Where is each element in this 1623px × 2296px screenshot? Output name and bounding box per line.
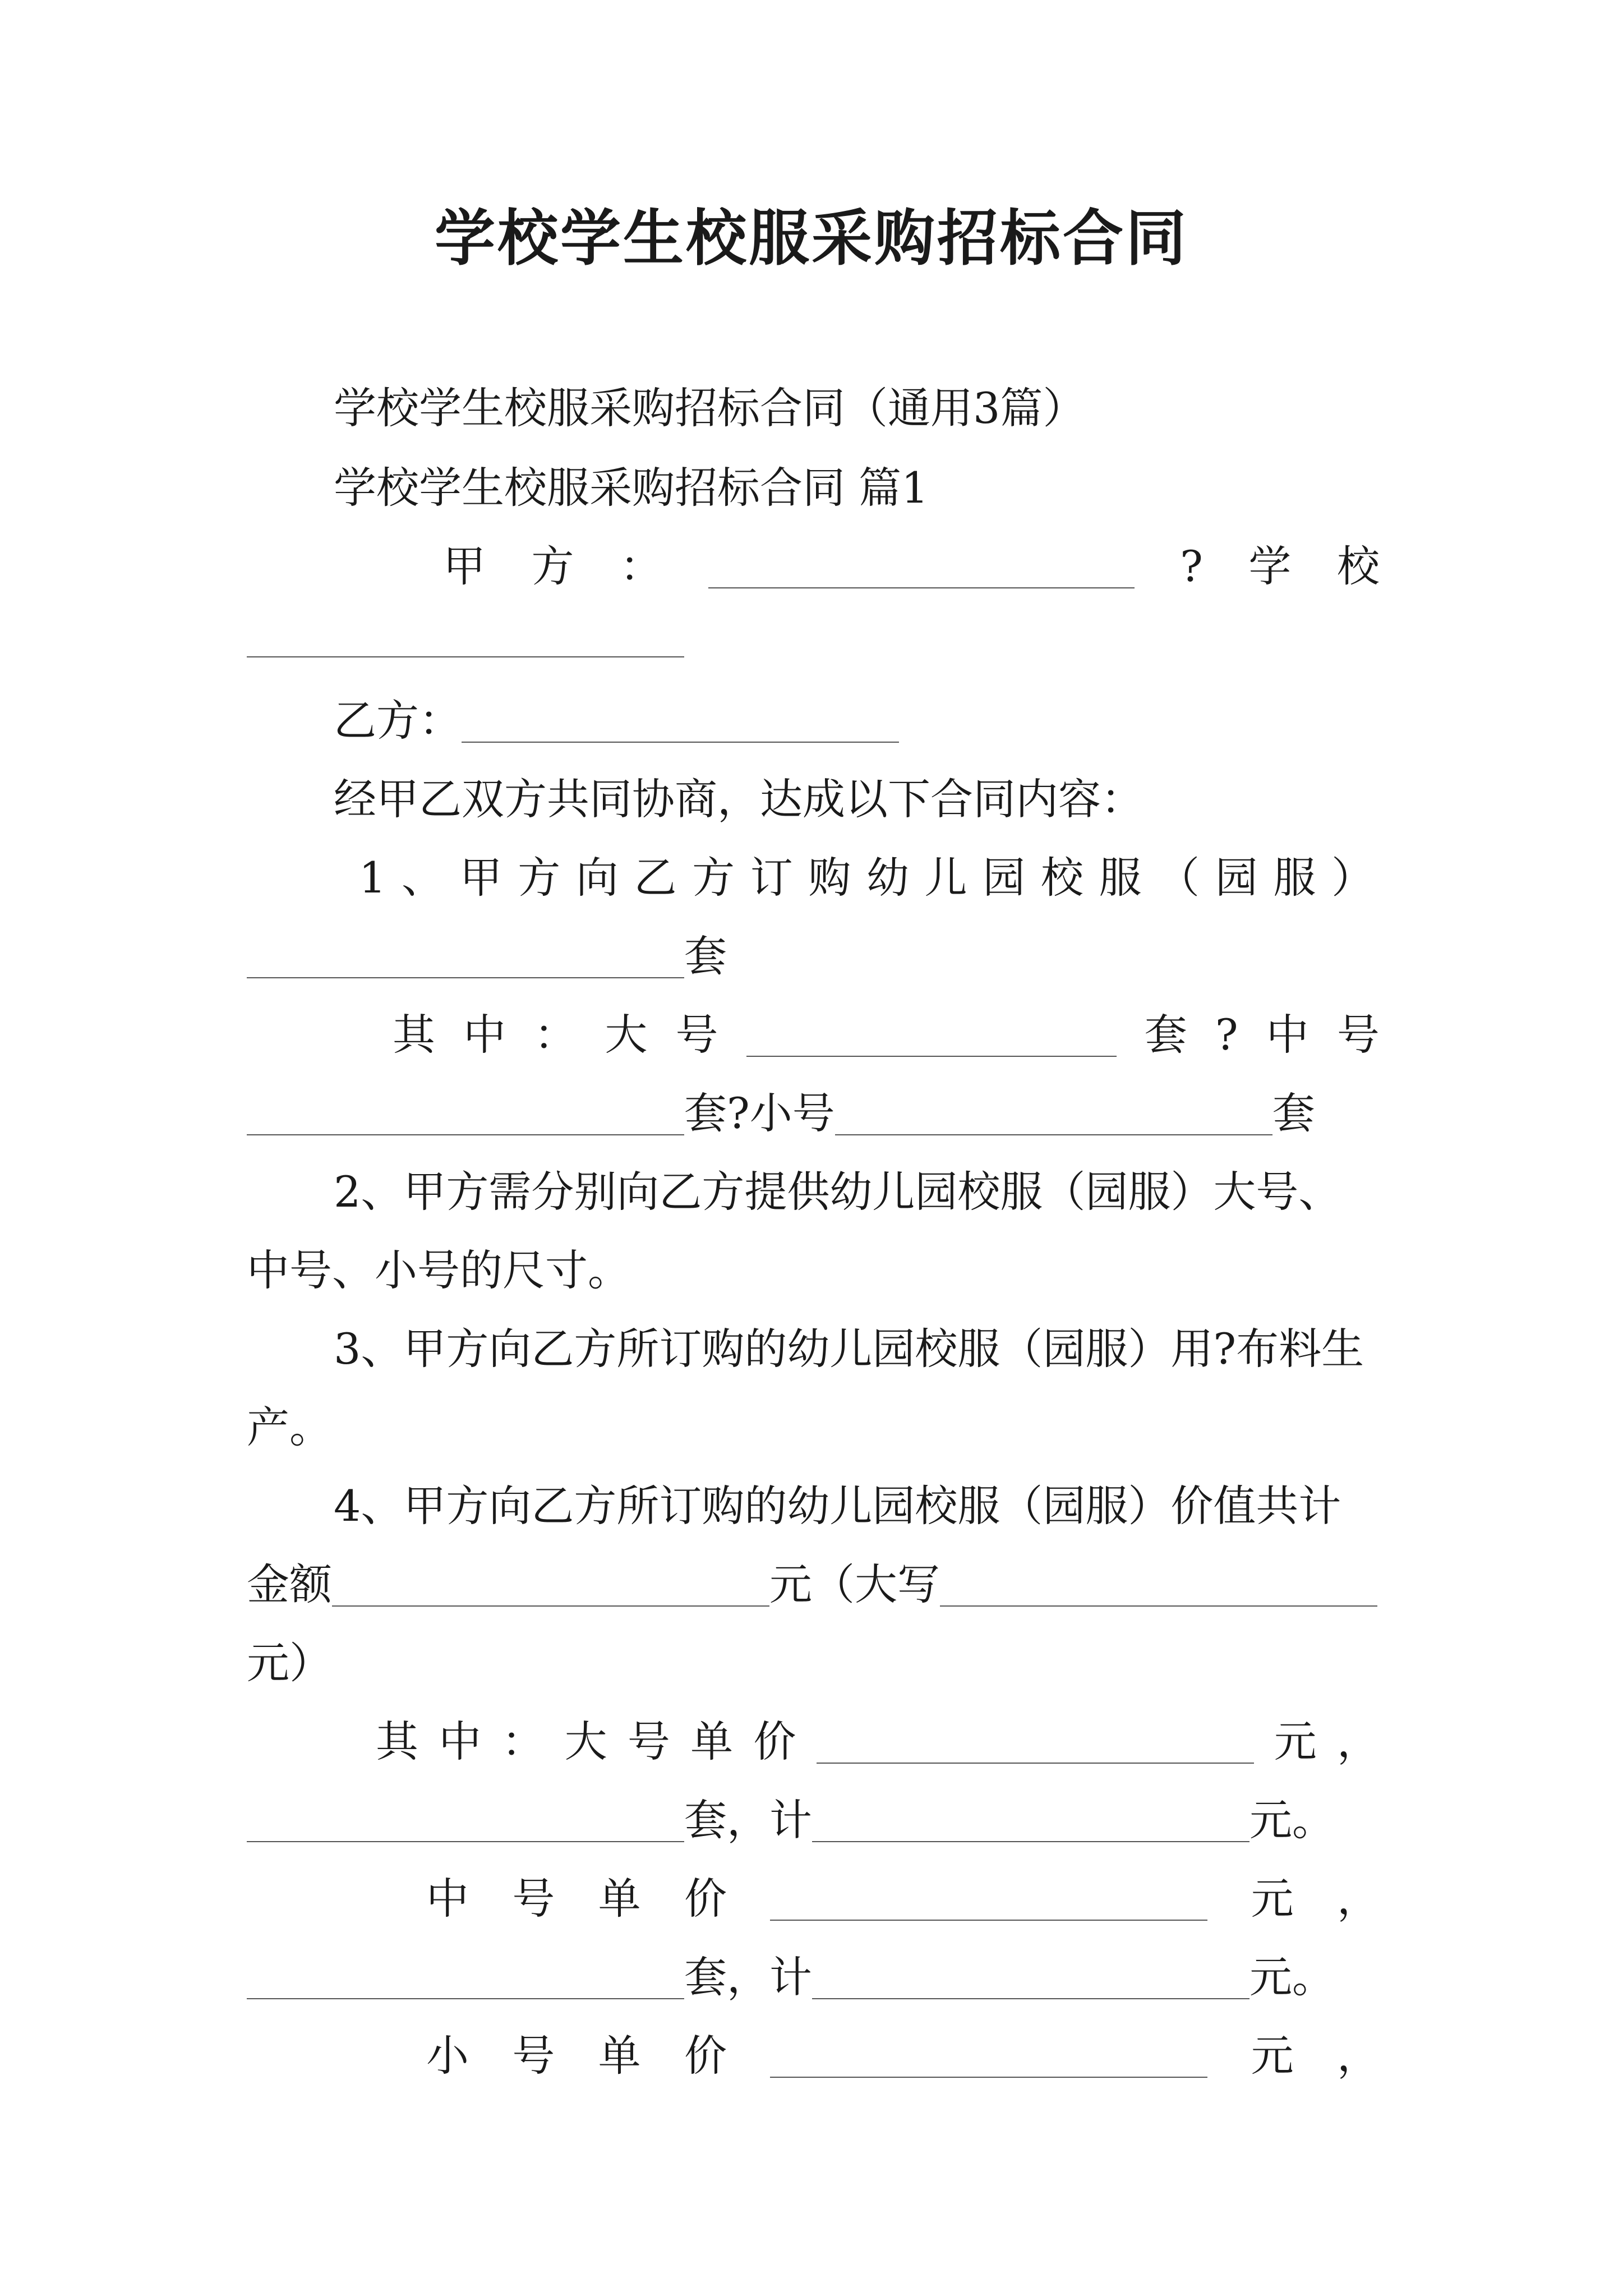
large-unit-price-blank[interactable] [817, 1720, 1254, 1764]
text-char: ， [1336, 1717, 1380, 1766]
document-title: 学校学生校服采购招标合同 [434, 203, 1188, 274]
text-char: ： [620, 541, 663, 591]
text-char: 单 [598, 1874, 641, 1924]
large-price-line-1 [376, 1708, 1380, 1775]
text-char: （ [1157, 853, 1200, 903]
text-char: 中 [1266, 1010, 1309, 1060]
text-char: 套 [1272, 1088, 1315, 1138]
text-char: 价 [684, 1874, 727, 1924]
sizes-line-2 [247, 1080, 1315, 1147]
amount-figures-blank[interactable] [332, 1563, 769, 1607]
large-price-line-2 [247, 1787, 1335, 1854]
party-a-school-blank[interactable] [247, 656, 684, 657]
text-char: ， [1336, 1874, 1380, 1924]
text-char: 单 [690, 1717, 734, 1766]
text-char: 方 [518, 853, 561, 903]
text-char: 小 [426, 2031, 469, 2081]
clause-4-line-2 [247, 1551, 1377, 1618]
large-sets-blank[interactable] [247, 1798, 684, 1842]
clause-1-line-1 [359, 844, 1374, 912]
medium-size-sets-blank[interactable] [247, 1092, 684, 1135]
text-char: 价 [753, 1717, 796, 1766]
subtitle [334, 375, 1085, 442]
text-char: 中 [463, 1010, 506, 1060]
text-char: 套，计 [684, 1952, 812, 2002]
party-a-name-blank[interactable] [708, 545, 1135, 588]
text-char: 产。 [247, 1402, 332, 1452]
text-char: 元（大写 [769, 1559, 940, 1609]
text-char: 套?小号 [684, 1088, 835, 1138]
text-char: 向 [575, 853, 619, 903]
text-char: 儿 [924, 853, 967, 903]
text-char: ） [1331, 853, 1374, 903]
text-char: ： [534, 1010, 577, 1060]
text-char: 乙 [634, 853, 677, 903]
text-char: 方 [531, 541, 574, 591]
text-char: 园 [1215, 853, 1258, 903]
text-char: 元。 [1249, 1952, 1335, 2002]
text-char: 元 [1251, 1874, 1294, 1924]
text-char: 订 [750, 853, 793, 903]
medium-unit-price-blank[interactable] [770, 1877, 1207, 1921]
clause-3-line-2 [247, 1394, 332, 1461]
text-char: 乙方： [334, 696, 462, 746]
text-char: 大 [564, 1717, 607, 1766]
medium-sets-blank[interactable] [247, 1955, 684, 1999]
text-char: 套 [1144, 1010, 1187, 1060]
text-char: ? [1215, 1010, 1238, 1060]
clause-3-line-1 [334, 1315, 1364, 1383]
text-char: 园 [983, 853, 1026, 903]
small-unit-price-blank[interactable] [770, 2034, 1207, 2078]
text-char: 中 [439, 1717, 482, 1766]
text-char: 其 [393, 1010, 435, 1060]
text-char: 元 [1251, 2031, 1294, 2081]
text-char: 方 [692, 853, 735, 903]
amount-words-blank[interactable] [940, 1563, 1377, 1607]
text-char: 元） [247, 1638, 332, 1688]
party-a-line [443, 533, 1380, 600]
text-char: 购 [808, 853, 851, 903]
small-size-sets-blank[interactable] [835, 1092, 1272, 1135]
text-char: 校 [1336, 541, 1380, 591]
medium-total-blank[interactable] [812, 1955, 1249, 1999]
text-char: 其 [376, 1717, 418, 1766]
large-size-sets-blank[interactable] [746, 1013, 1117, 1057]
text-char: 中 [426, 1874, 469, 1924]
text-char: 大 [605, 1010, 648, 1060]
text-char: 学校学生校服采购招标合同（通用3篇） [334, 383, 1086, 433]
text-char: 甲 [459, 853, 502, 903]
text-char: ? [1180, 541, 1203, 591]
text-char: 、 [401, 853, 444, 903]
total-sets-blank[interactable] [247, 935, 684, 978]
text-char: ， [1336, 2031, 1380, 2081]
text-char: 甲 [443, 541, 486, 591]
text-char: 套，计 [684, 1795, 812, 1845]
small-price-line-1 [426, 2022, 1380, 2090]
clause-2-line-2 [247, 1237, 630, 1304]
medium-price-line-1 [426, 1865, 1380, 1932]
text-char: 价 [684, 2031, 727, 2081]
text-char: 号 [627, 1717, 670, 1766]
text-char: 套 [684, 931, 727, 981]
text-char: 号 [675, 1010, 718, 1060]
text-char: 服 [1099, 853, 1142, 903]
sizes-line-1 [393, 1001, 1380, 1069]
text-char: 号 [512, 2031, 555, 2081]
clause-2-line-1 [334, 1158, 1341, 1226]
medium-price-line-2 [247, 1944, 1335, 2011]
text-char: 单 [598, 2031, 641, 2081]
chapter-heading [334, 454, 929, 522]
text-char: 学 [1248, 541, 1292, 591]
clause-4-line-1 [334, 1473, 1341, 1540]
clause-4-line-3 [247, 1630, 332, 1697]
text-char: 号 [512, 1874, 555, 1924]
text-char: 经甲乙双方共同协商，达成以下合同内容： [334, 774, 1144, 824]
text-char: 2、甲方需分别向乙方提供幼儿园校服（园服）大号、 [334, 1167, 1341, 1217]
text-char: 3、甲方向乙方所订购的幼儿园校服（园服）用?布料生 [334, 1324, 1364, 1374]
intro-text [334, 766, 1144, 833]
text-char: 幼 [866, 853, 909, 903]
text-char: ： [501, 1717, 545, 1766]
text-char: 校 [1040, 853, 1083, 903]
text-char: 学校学生校服采购招标合同 篇1 [334, 463, 929, 513]
text-char: 服 [1273, 853, 1316, 903]
text-char: 元 [1274, 1717, 1317, 1766]
text-char: 1 [359, 853, 386, 903]
text-char: 元。 [1249, 1795, 1335, 1845]
text-char: 号 [1336, 1010, 1380, 1060]
party-b-line [334, 687, 899, 754]
text-char: 中号、小号的尺寸。 [247, 1245, 630, 1295]
large-total-blank[interactable] [812, 1798, 1249, 1842]
text-char: 金额 [247, 1559, 332, 1609]
text-char: 4、甲方向乙方所订购的幼儿园校服（园服）价值共计 [334, 1481, 1341, 1531]
clause-1-line-2 [247, 923, 727, 990]
party-b-name-blank[interactable] [462, 699, 899, 743]
